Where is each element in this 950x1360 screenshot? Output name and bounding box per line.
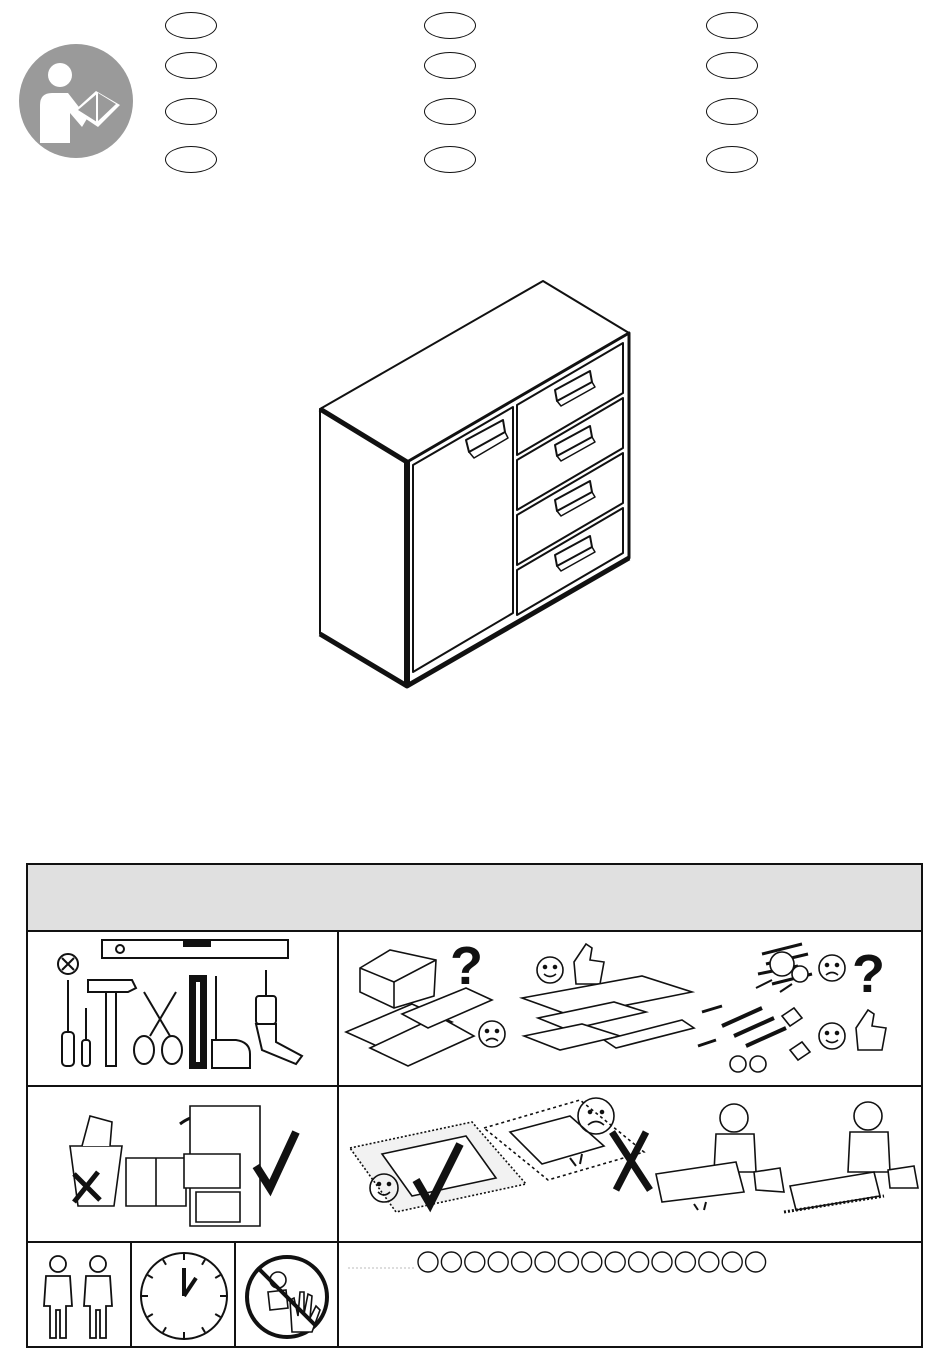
clock-icon [138,1250,230,1342]
parts-circle [629,1252,649,1272]
language-oval [165,12,217,39]
parts-circle [652,1252,672,1272]
parts-circle [418,1252,438,1272]
svg-text:?: ? [450,936,483,996]
parts-circle [512,1252,532,1272]
parts-circle [535,1252,555,1272]
parts-circle [465,1252,485,1272]
floor-instructions [344,1092,920,1238]
no-children-icon [242,1252,332,1342]
parts-circle [722,1252,742,1272]
parts-circle [746,1252,766,1272]
language-oval [424,98,476,125]
language-oval [165,98,217,125]
product-illustration [310,275,640,695]
parts-circle [582,1252,602,1272]
parts-circle [441,1252,461,1272]
language-oval [706,12,758,39]
language-oval [706,98,758,125]
two-people-icon [38,1254,120,1340]
packaging-instructions [60,1096,310,1236]
language-oval [706,146,758,173]
tools-icon [40,936,330,1076]
language-oval [706,52,758,79]
language-oval [424,146,476,173]
language-oval [165,146,217,173]
info-box-title [28,865,921,932]
read-manual-icon [18,43,134,159]
language-oval [424,12,476,39]
parts-circle [699,1252,719,1272]
parts-circle [675,1252,695,1272]
svg-text:?: ? [852,944,885,1004]
parts-circle [605,1252,625,1272]
unpacking-instructions [342,936,918,1076]
parts-circle [558,1252,578,1272]
language-oval [165,52,217,79]
language-oval [424,52,476,79]
parts-circle [488,1252,508,1272]
parts-circle-row [348,1250,788,1274]
